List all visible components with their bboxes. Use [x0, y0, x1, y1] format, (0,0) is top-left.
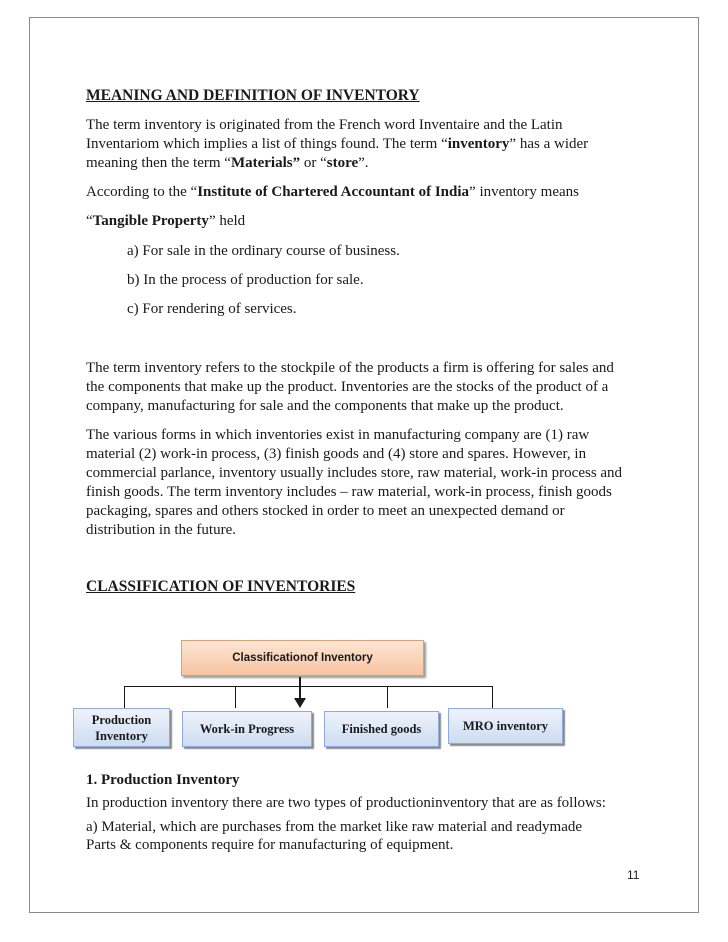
- paragraph-line: The various forms in which inventories exist in manufacturing company are (1) raw: [86, 427, 590, 443]
- section-heading-meaning: MEANING AND DEFINITION OF INVENTORY: [86, 87, 420, 104]
- icai-definition: According to the “Institute of Chartered Accountant of India” inventory means: [86, 184, 579, 200]
- paragraph-line: the components that make up the product. Inventories are the stocks of the product of a: [86, 379, 609, 395]
- paragraph-line: finish goods. The term inventory includes – raw material, work-in process, finish goods: [86, 484, 612, 500]
- connector-line: [235, 686, 236, 708]
- list-item: c) For rendering of services.: [127, 301, 297, 317]
- diagram-root-node: Classificationof Inventory: [181, 640, 424, 676]
- list-item: a) For sale in the ordinary course of business.: [127, 243, 400, 259]
- paragraph-line: commercial parlance, inventory usually includes store, raw material, work-in process and: [86, 465, 623, 481]
- connector-line: [124, 686, 125, 708]
- paragraph-line: a) Material, which are purchases from the market like raw material and readymade: [86, 819, 583, 835]
- tangible-property-line: “Tangible Property” held: [86, 213, 246, 229]
- subheading-production-inventory: 1. Production Inventory: [86, 772, 240, 788]
- paragraph-line: The term inventory refers to the stockpile of the products a firm is offering for sales and: [86, 360, 614, 376]
- diagram-leaf-finished-goods: Finished goods: [324, 711, 439, 747]
- arrow-down-icon: [293, 697, 307, 709]
- connector-line: [124, 686, 493, 687]
- diagram-leaf-mro-inventory: MRO inventory: [448, 708, 563, 744]
- connector-line: [299, 677, 301, 699]
- diagram-leaf-work-in-progress: Work-in Progress: [182, 711, 312, 747]
- paragraph-line: material (2) work-in process, (3) finish goods and (4) store and spares. However, in: [86, 446, 587, 462]
- connector-line: [492, 686, 493, 708]
- paragraph-line: Inventariom which implies a list of things found. The term “inventory” has a wider: [86, 136, 589, 152]
- paragraph-line: In production inventory there are two types of productioninventory that are as follows:: [86, 795, 606, 811]
- paragraph-line: company, manufacturing for sale and the components that make up the product.: [86, 398, 564, 414]
- paragraph-line: Parts & components require for manufacturing of equipment.: [86, 837, 454, 853]
- list-item: b) In the process of production for sale.: [127, 272, 364, 288]
- page-number: 11: [627, 868, 640, 882]
- paragraph-line: meaning then the term “Materials” or “store”.: [86, 155, 369, 171]
- connector-line: [387, 686, 388, 708]
- paragraph-line: packaging, spares and others stocked in order to meet an unexpected demand or: [86, 503, 565, 519]
- diagram-leaf-production-inventory: Production Inventory: [73, 708, 170, 747]
- section-heading-classification: CLASSIFICATION OF INVENTORIES: [86, 578, 356, 595]
- paragraph-line: The term inventory is originated from the French word Inventaire and the Latin: [86, 117, 563, 133]
- paragraph-line: distribution in the future.: [86, 522, 236, 538]
